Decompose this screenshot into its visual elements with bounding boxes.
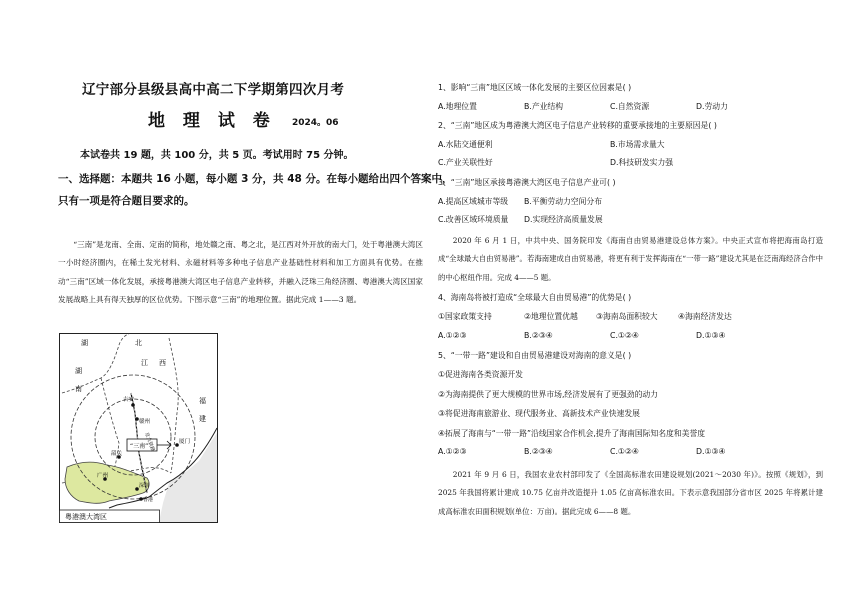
question-2-option-c: C.产业关联性好 (438, 158, 493, 167)
section-heading-line1: 一、选择题：本题共 16 小题，每小题 3 分，共 48 分。在每小题给出四个答案中， (58, 173, 453, 185)
map-label-xiamen: 厦门 (179, 439, 191, 445)
map-label-guangzhou: 广州 (97, 473, 109, 479)
map-label-jiangxi-1: 江 (141, 359, 148, 367)
question-4-option-b: B.②③④ (524, 331, 553, 340)
question-3-option-b: B.平衡劳动力空间分布 (524, 197, 602, 206)
question-3-option-c: C.改善区域环境质量 (438, 215, 509, 224)
question-5-item-1: ①促进海南各类资源开发 (438, 370, 523, 379)
question-5-item-4: ④拓展了海南与“一带一路”沿线国家合作机会,提升了海南国际知名度和美誉度 (438, 429, 706, 438)
passage-sannan: “三南”是龙南、全南、定南的简称，地处赣之南、粤之北，是江西对外开放的南大门，处于粤港澳大湾区一小时经济圈内，在稀土发光材料、永磁材料等多种电子信息产业基础性材料和加工方面具有优势。在推动“三南”区域一体化发展，承接粤港澳大湾区电子信息产业转移，并融入泛珠三角经济圈、粤港澳大湾区国家发展战略上具有得天独厚的区位优势。下图示意“三南”的地理位置。据此完成 1——3 题。 (58, 240, 423, 305)
question-2-option-d: D.科技研发实力强 (610, 158, 674, 167)
map-label-shenzhen: 深圳 (139, 483, 150, 489)
question-2-option-b: B.市场需求量大 (610, 140, 665, 149)
question-1-option-d: D.劳动力 (696, 102, 728, 111)
question-5-option-d: D.①③④ (696, 447, 726, 456)
map-label-fujian-2: 建 (199, 415, 206, 423)
question-3-stem: 3、“三南”地区承接粤港澳大湾区电子信息产业可( ) (438, 178, 616, 187)
question-4-item-4: ④海南经济发达 (678, 312, 732, 321)
question-4-option-d: D.①③④ (696, 331, 726, 340)
passage-farmland: 2021 年 9 月 6 日，我国农业农村部印发了《全国高标准农田建设规划(2021～2030 年)》。按照《规划》，到 2025 年我国将累计建成 10.75 亿亩并改造提升 1.05 亿亩高标准农田。下表示意我国部分省市区 2025 年将累计建成高标准农田面积规划(单位：万亩)。据此完成 6——8 题。 (438, 470, 823, 516)
map-label-railway: 京九铁路 (143, 431, 156, 453)
question-4-item-2: ②地理位置优越 (524, 312, 578, 321)
exam-title: 辽宁部分县级县高中高二下学期第四次月考 (82, 82, 345, 98)
question-3-option-a: A.提高区域城市等级 (438, 197, 509, 206)
question-1-option-a: A.地理位置 (438, 102, 477, 111)
passage-hainan: 2020 年 6 月 1 日，中共中央、国务院印发《海南自由贸易港建设总体方案》。中央正式宣布将把海南岛打造成“全球最大自由贸易港”。若海南建成自由贸易港，将更有利于发挥海南在“一带一路”建设尤其是在泛南海经济合作中的中心枢纽作用。完成 4——5 题。 (438, 236, 823, 282)
question-1-stem: 1、影响“三南”地区区域一体化发展的主要区位因素是( ) (438, 83, 632, 92)
map-legend-label: 粤港澳大湾区 (65, 513, 107, 521)
question-4-stem: 4、海南岛将被打造成“全球最大自由贸易港”的优势是( ) (438, 293, 632, 302)
map-label-shaoguan: 韶关 (111, 451, 123, 457)
question-1-option-b: B.产业结构 (524, 102, 564, 111)
map-label-ganzhou: 赣州 (139, 419, 151, 425)
question-3-option-d: D.实现经济高质量发展 (524, 215, 603, 224)
map-label-bei: 北 (135, 339, 142, 347)
question-1-option-c: C.自然资源 (610, 102, 650, 111)
question-5-item-3: ③将促进海南旅游业、现代服务业、高新技术产业快速发展 (438, 409, 640, 418)
question-5-stem: 5、“一带一路”建设和自由贸易港建设对海南的意义是( ) (438, 351, 632, 360)
exam-date: 2024。06 (292, 118, 339, 128)
question-2-stem: 2、“三南”地区成为粤港澳大湾区电子信息产业转移的重要承接地的主要原因是( ) (438, 121, 717, 130)
question-5-item-2: ②为海南提供了更大规模的世界市场,经济发展有了更强劲的动力 (438, 390, 658, 399)
question-4-option-c: C.①②④ (610, 331, 639, 340)
question-4-item-3: ③海南岛面积较大 (596, 312, 658, 321)
map-label-jian: 吉安 (123, 397, 135, 403)
map-label-sannan: “三南” (130, 443, 149, 450)
map-label-hongkong: 香港 (143, 497, 154, 503)
map-label-fujian-1: 福 (199, 397, 206, 405)
question-4-item-1: ①国家政策支持 (438, 312, 492, 321)
question-4-option-a: A.①②③ (438, 331, 467, 340)
question-2-option-a: A.水陆交通便利 (438, 140, 493, 149)
map-label-hunan-1: 湖 (75, 367, 82, 375)
map-label-jiangxi-2: 西 (159, 359, 166, 367)
exam-subtitle: 地 理 试 卷 (148, 111, 276, 131)
question-5-option-b: B.②③④ (524, 447, 553, 456)
section-heading (58, 168, 453, 212)
sannan-location-map (59, 333, 218, 523)
question-5-option-a: A.①②③ (438, 447, 467, 456)
map-label-hunan-2: 南 (75, 385, 82, 393)
section-heading-line2: 只有一项是符合题目要求的。 (58, 195, 195, 207)
map-label-hubei: 湖 (81, 339, 88, 347)
question-5-option-c: C.①②④ (610, 447, 639, 456)
exam-intro: 本试卷共 19 题，共 100 分，共 5 页。考试用时 75 分钟。 (80, 150, 354, 161)
